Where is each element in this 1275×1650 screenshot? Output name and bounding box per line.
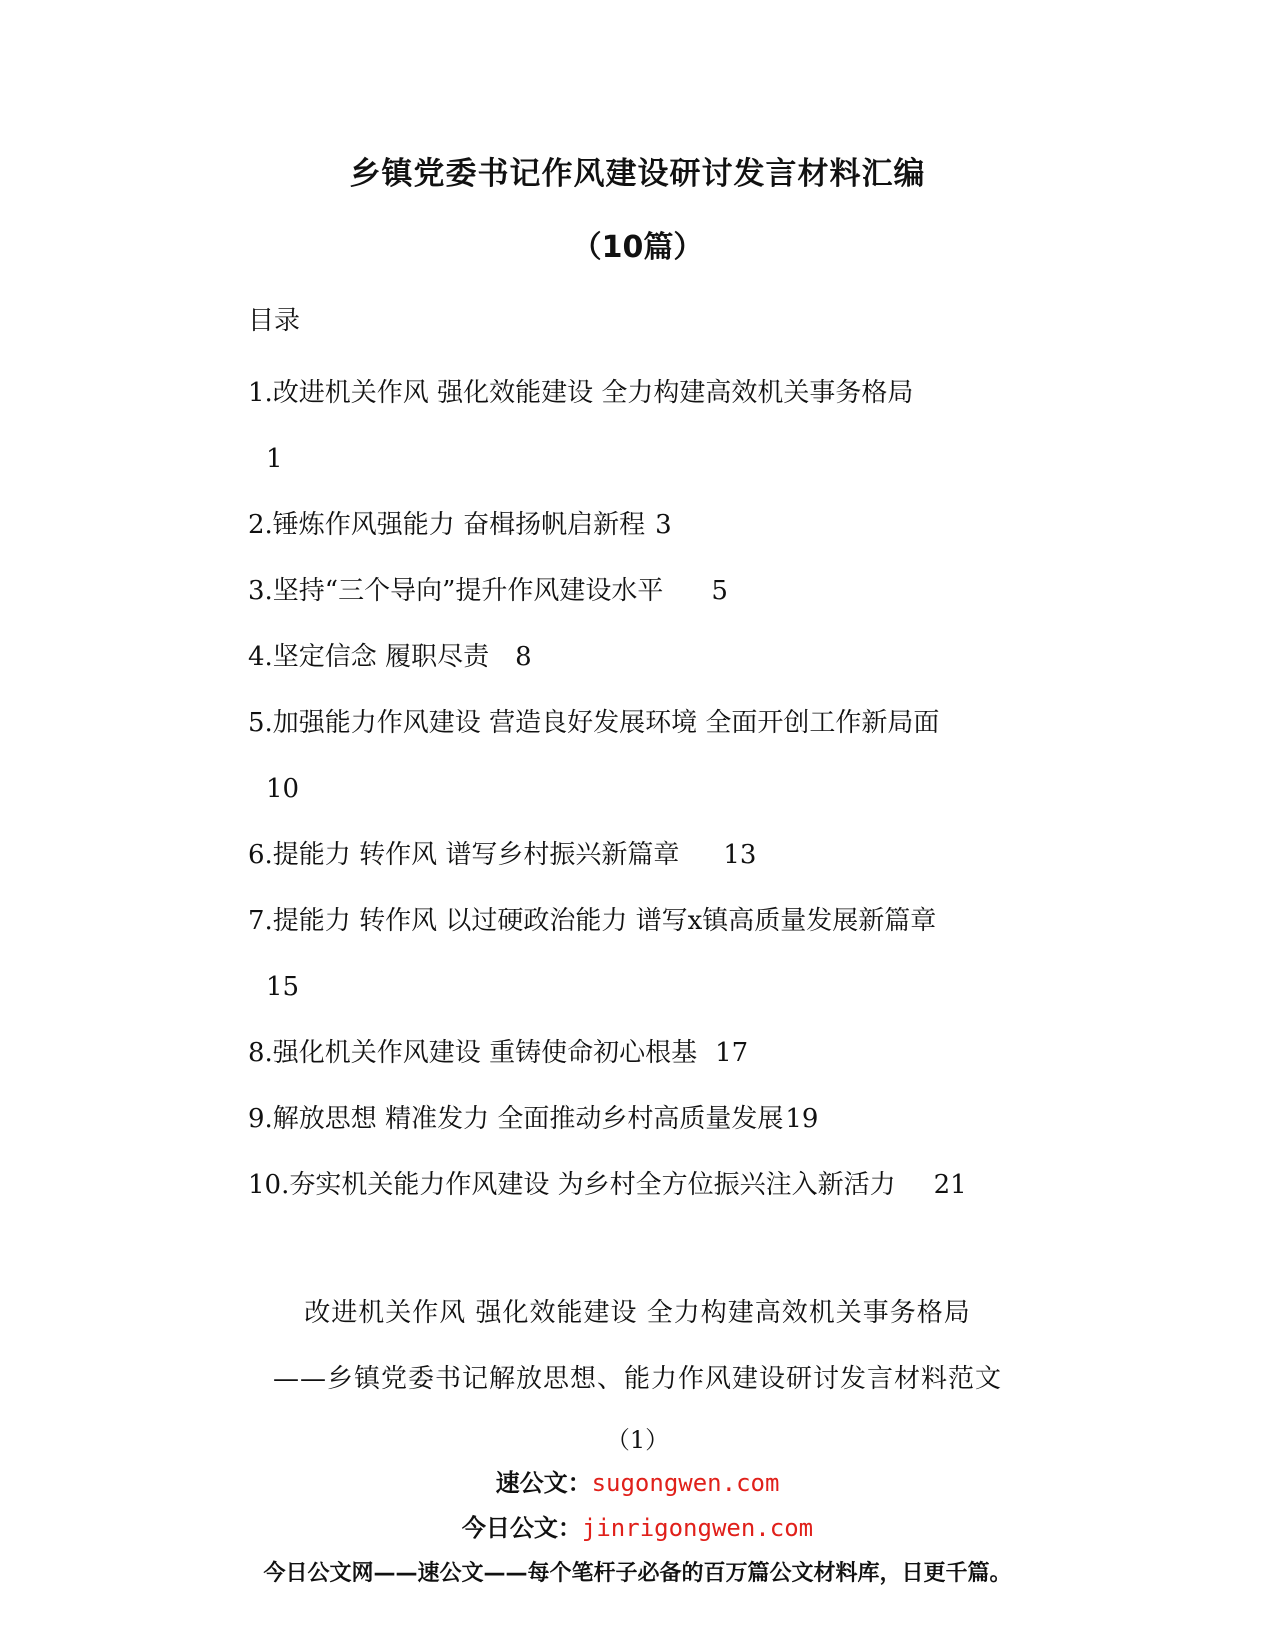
toc-item-label: 4.坚定信念 履职尽责: [248, 642, 490, 672]
footer-label: 速公文：: [495, 1469, 592, 1497]
document-subtitle: （10篇）: [571, 230, 704, 265]
toc-item[interactable]: [248, 558, 1068, 624]
toc-item-page: 8: [515, 642, 532, 672]
toc-item[interactable]: [248, 1020, 1068, 1086]
toc-item[interactable]: [248, 822, 1068, 888]
toc-heading: 目录: [248, 306, 301, 336]
table-of-contents: [248, 360, 1068, 1218]
toc-item-label: 6.提能力 转作风 谱写乡村振兴新篇章: [248, 840, 680, 870]
toc-item-label: 5.加强能力作风建设 营造良好发展环境 全面开创工作新局面: [248, 708, 940, 738]
toc-item-page: 13: [723, 840, 757, 870]
toc-item-label: 10.夯实机关能力作风建设 为乡村全方位振兴注入新活力: [248, 1170, 896, 1200]
toc-item-page: 17: [715, 1038, 749, 1068]
toc-item-page: 1: [266, 444, 283, 474]
section-subtitle: ——乡镇党委书记解放思想、能力作风建设研讨发言材料范文: [272, 1364, 1002, 1394]
toc-item-label: 1.改进机关作风 强化效能建设 全力构建高效机关事务格局: [248, 378, 914, 408]
toc-item-page: 19: [785, 1104, 819, 1134]
toc-item[interactable]: [248, 1086, 1068, 1152]
footer-link-sugongwen[interactable]: sugongwen.com: [591, 1469, 780, 1497]
footer-line-jinrigongwen: [0, 1508, 1275, 1543]
toc-item[interactable]: [248, 492, 1068, 558]
toc-item[interactable]: [248, 1152, 1068, 1218]
toc-item-label: 7.提能力 转作风 以过硬政治能力 谱写x镇高质量发展新篇章: [248, 906, 937, 936]
footer-label: 今日公文：: [461, 1514, 582, 1542]
toc-item-page: 3: [655, 510, 672, 540]
footer-link-jinrigongwen[interactable]: jinrigongwen.com: [581, 1514, 814, 1542]
toc-item[interactable]: [248, 690, 1068, 822]
toc-item-label: 2.锤炼作风强能力 奋楫扬帆启新程: [248, 510, 646, 540]
footer-line-sugongwen: [0, 1463, 1275, 1498]
section-title: 改进机关作风 强化效能建设 全力构建高效机关事务格局: [304, 1298, 971, 1328]
footer-tagline: 今日公文网——速公文——每个笔杆子必备的百万篇公文材料库，日更千篇。: [263, 1561, 1012, 1586]
document-title: 乡镇党委书记作风建设研讨发言材料汇编: [349, 156, 926, 192]
toc-item-page: 10: [266, 774, 300, 804]
toc-item[interactable]: [248, 888, 1068, 1020]
toc-item[interactable]: [248, 360, 1068, 492]
toc-item-label: 9.解放思想 精准发力 全面推动乡村高质量发展: [248, 1104, 784, 1134]
section-number: （1）: [605, 1426, 670, 1454]
toc-item-page: 21: [933, 1170, 967, 1200]
toc-item-label: 8.强化机关作风建设 重铸使命初心根基: [248, 1038, 698, 1068]
toc-item[interactable]: [248, 624, 1068, 690]
toc-item-label: 3.坚持“三个导向”提升作风建设水平: [248, 576, 664, 606]
toc-item-page: 5: [711, 576, 728, 606]
toc-item-page: 15: [266, 972, 300, 1002]
